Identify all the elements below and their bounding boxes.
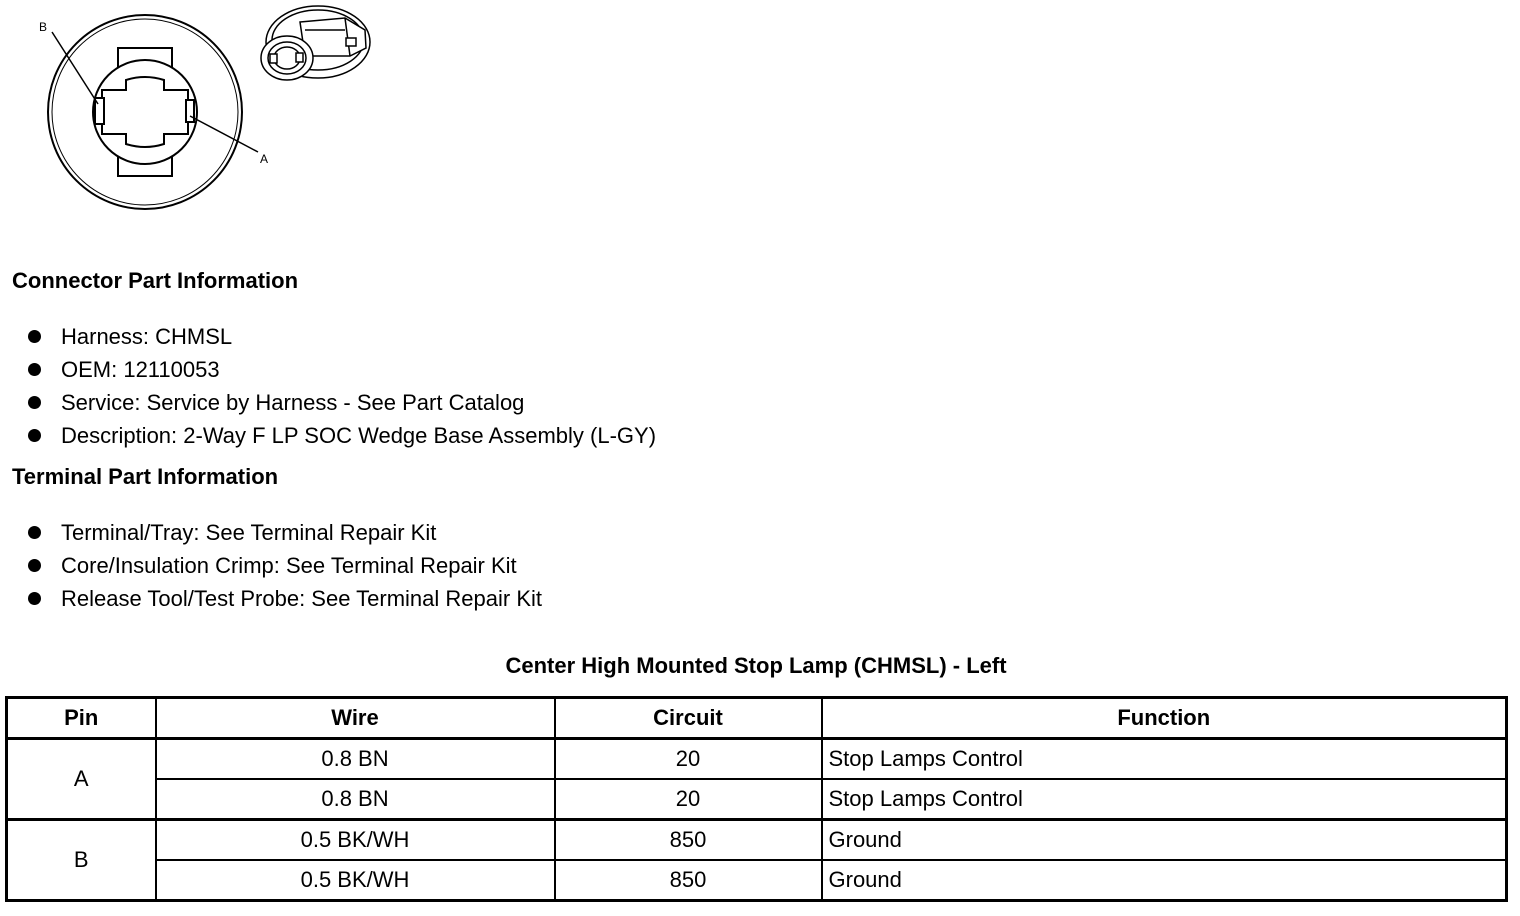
callout-a-label: A xyxy=(260,152,269,166)
list-item xyxy=(28,386,656,419)
table-row xyxy=(7,820,1507,861)
bullet-icon xyxy=(28,429,41,442)
list-item xyxy=(28,582,542,615)
release-tool-info: Release Tool/Test Probe: See Terminal Repair Kit xyxy=(61,586,542,611)
table-row xyxy=(7,739,1507,780)
pinout-table xyxy=(5,696,1508,902)
wire-cell: 0.8 BN xyxy=(156,779,555,820)
list-item xyxy=(28,549,542,582)
connector-part-info-list xyxy=(28,320,656,452)
table-row xyxy=(7,860,1507,901)
table-row xyxy=(7,779,1507,820)
oem-info: OEM: 12110053 xyxy=(61,357,220,382)
terminal-part-info-heading: Terminal Part Information xyxy=(12,464,279,489)
description-info: Description: 2-Way F LP SOC Wedge Base Assembly (L-GY) xyxy=(61,423,657,448)
bullet-icon xyxy=(28,330,41,343)
header-function: Function xyxy=(822,698,1507,739)
circuit-cell: 20 xyxy=(555,779,822,820)
connector-perspective-view xyxy=(261,6,370,80)
wire-cell: 0.5 BK/WH xyxy=(156,820,555,861)
wire-cell: 0.5 BK/WH xyxy=(156,860,555,901)
harness-info: Harness: CHMSL xyxy=(61,324,233,349)
pin-cell: B xyxy=(7,820,156,901)
list-item xyxy=(28,516,542,549)
circuit-cell: 20 xyxy=(555,739,822,780)
bullet-icon xyxy=(28,363,41,376)
bullet-icon xyxy=(28,396,41,409)
wire-cell: 0.8 BN xyxy=(156,739,555,780)
list-item xyxy=(28,353,656,386)
pin-group-a xyxy=(7,739,1507,820)
function-cell: Stop Lamps Control xyxy=(822,779,1507,820)
bullet-icon xyxy=(28,592,41,605)
callout-b-label: B xyxy=(39,20,48,34)
header-wire: Wire xyxy=(156,698,555,739)
bullet-icon xyxy=(28,559,41,572)
connector-face-view xyxy=(48,15,242,209)
list-item xyxy=(28,320,656,353)
function-cell: Stop Lamps Control xyxy=(822,739,1507,780)
connector-diagram xyxy=(0,0,400,230)
terminal-tray-info: Terminal/Tray: See Terminal Repair Kit xyxy=(61,520,437,545)
function-cell: Ground xyxy=(822,820,1507,861)
circuit-cell: 850 xyxy=(555,860,822,901)
service-info: Service: Service by Harness - See Part Catalog xyxy=(61,390,525,415)
terminal-part-info-list xyxy=(28,516,542,615)
pin-group-b xyxy=(7,820,1507,901)
header-circuit: Circuit xyxy=(555,698,822,739)
bullet-icon xyxy=(28,526,41,539)
table-header-row xyxy=(7,698,1507,739)
function-cell: Ground xyxy=(822,860,1507,901)
circuit-cell: 850 xyxy=(555,820,822,861)
table-title: Center High Mounted Stop Lamp (CHMSL) - Left xyxy=(505,653,1007,678)
pin-cell: A xyxy=(7,739,156,820)
list-item xyxy=(28,419,656,452)
crimp-info: Core/Insulation Crimp: See Terminal Repair Kit xyxy=(61,553,517,578)
header-pin: Pin xyxy=(7,698,156,739)
connector-part-info-heading: Connector Part Information xyxy=(12,268,299,293)
